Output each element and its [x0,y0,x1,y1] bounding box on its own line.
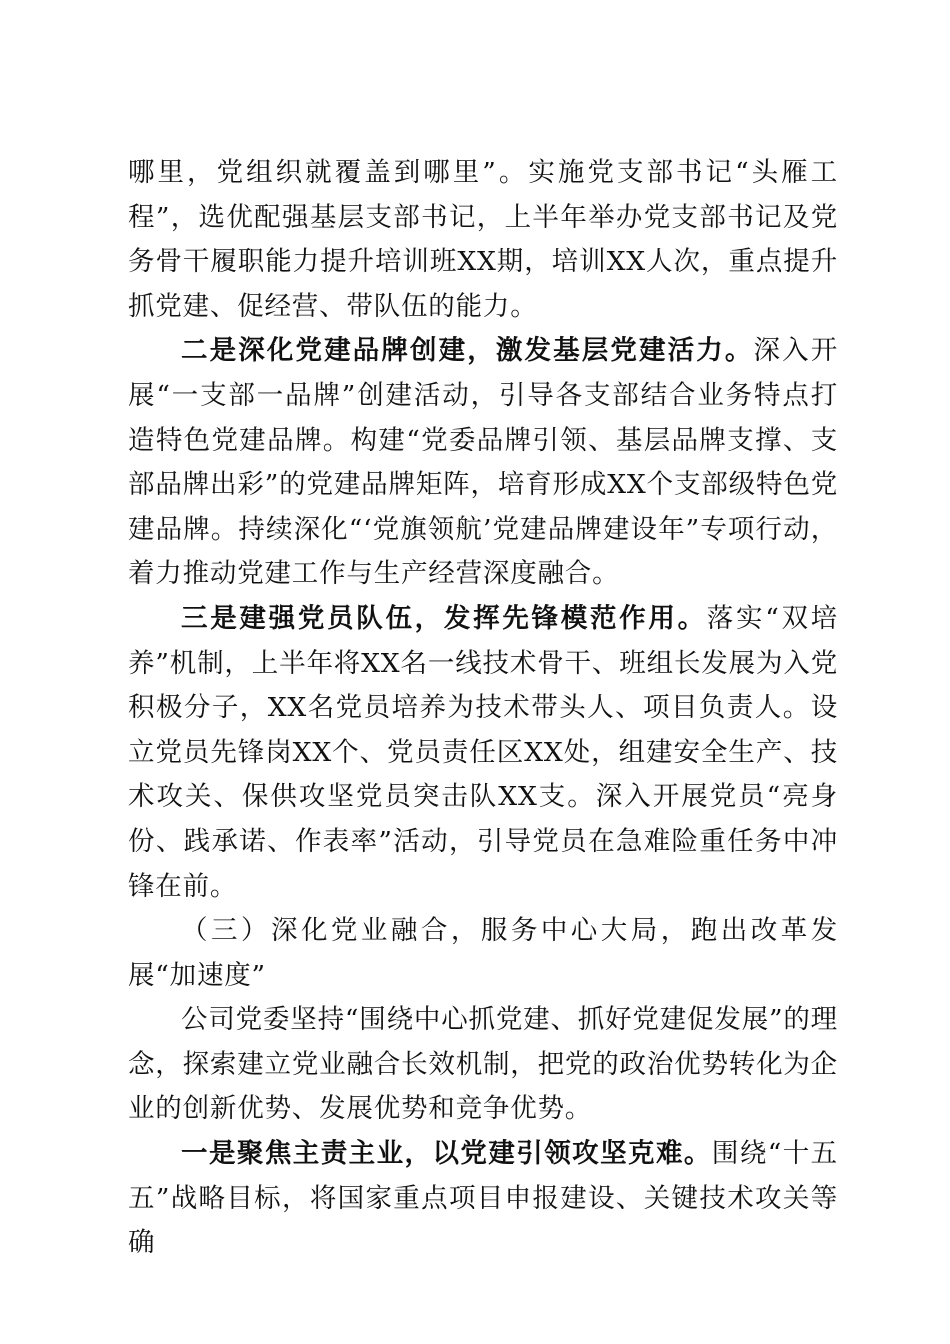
paragraph-text: 公司党委坚持“围绕中心抓党建、抓好党建促发展”的理念，探索建立党业融合长效机制，把党的政治优势转化为企业的创新优势、发展优势和竞争优势。 [128,1004,838,1125]
paragraph-lead: 三是建强党员队伍，发挥先锋模范作用。 [181,602,707,634]
paragraph-text: 围绕“十五五”战略目标，将国家重点项目申报建设、关键技术攻关等确 [128,1138,838,1259]
paragraph-text: 深入开展“一支部一品牌”创建活动，引导各支部结合业务特点打造特色党建品牌。构建“党委品牌引领、基层品牌支撑、支部品牌出彩”的党建品牌矩阵，培育形成XX个支部级特色党建品牌。持续深化“‘党旗领航’党建品牌建设年”专项行动，着力推动党建工作与生产经营深度融合。 [128,335,838,590]
paragraph-lead: 二是深化党建品牌创建，激发基层党建活力。 [181,335,754,367]
paragraph-text: 哪里，党组织就覆盖到哪里”。实施党支部书记“头雁工程”，选优配强基层支部书记，上半年举办党支部书记及党务骨干履职能力提升培训班XX期，培训XX人次，重点提升抓党建、促经营、带队伍的能力。 [128,157,838,322]
paragraph-member-team [128,597,838,909]
paragraph-integration [128,998,838,1132]
paragraph-brand-building [128,329,838,597]
paragraph-text: 落实“双培养”机制，上半年将XX名一线技术骨干、班组长发展为入党积极分子，XX名党员培养为技术带头人、项目负责人。设立党员先锋岗XX个、党员责任区XX处，组建安全生产、技术攻关、保供攻坚党员突击队XX支。深入开展党员“亮身份、践承诺、作表率”活动，引导党员在急难险重任务中冲锋在前。 [128,602,838,902]
section-heading-text: （三）深化党业融合，服务中心大局，跑出改革发展“加速度” [128,915,838,991]
paragraph-lead: 一是聚焦主责主业，以党建引领攻坚克难。 [181,1138,712,1170]
paragraph-continuation [128,151,838,329]
section-heading [128,909,838,998]
paragraph-main-business [128,1132,838,1266]
document-page [128,151,838,1266]
